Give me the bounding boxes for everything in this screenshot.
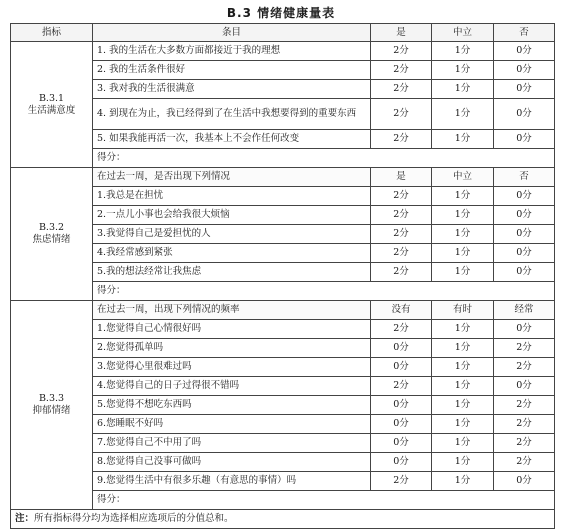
score-option-b: 1分 <box>432 358 494 377</box>
score-option-a: 0分 <box>371 396 432 415</box>
item-text: 3.我觉得自己是爱担忧的人 <box>93 225 371 244</box>
table-row <box>11 472 555 491</box>
score-option-b: 1分 <box>432 396 494 415</box>
score-option-c: 2分 <box>494 434 555 453</box>
score-label: 得分： <box>93 491 555 510</box>
table-row <box>11 320 555 339</box>
score-option-a: 2分 <box>371 244 432 263</box>
table-row <box>11 396 555 415</box>
subheader-option-b: 中立 <box>432 168 494 187</box>
table-row <box>11 358 555 377</box>
score-option-a: 2分 <box>371 472 432 491</box>
score-option-a: 2分 <box>371 187 432 206</box>
table-row <box>11 415 555 434</box>
score-option-c: 0分 <box>494 320 555 339</box>
score-option-a: 2分 <box>371 225 432 244</box>
score-label: 得分： <box>93 282 555 301</box>
score-option-b: 1分 <box>432 339 494 358</box>
score-option-b: 1分 <box>432 206 494 225</box>
score-option-a: 2分 <box>371 80 432 99</box>
score-option-a: 2分 <box>371 130 432 149</box>
table-row <box>11 42 555 61</box>
subheader-option-a: 是 <box>371 168 432 187</box>
table-row <box>11 61 555 80</box>
item-text: 1.您觉得自己心情很好吗 <box>93 320 371 339</box>
item-text: 8.您觉得自己没事可做吗 <box>93 453 371 472</box>
item-text: 2.一点儿小事也会给我很大烦恼 <box>93 206 371 225</box>
score-option-c: 0分 <box>494 80 555 99</box>
score-option-b: 1分 <box>432 225 494 244</box>
score-option-c: 2分 <box>494 415 555 434</box>
subheader-prompt: 在过去一周，是否出现下列情况 <box>93 168 371 187</box>
subheader-option-c: 经常 <box>494 301 555 320</box>
score-option-c: 0分 <box>494 130 555 149</box>
item-text: 9.您觉得生活中有很多乐趣（有意思的事情）吗 <box>93 472 371 491</box>
header-no: 否 <box>494 24 555 42</box>
item-text: 1. 我的生活在大多数方面都接近于我的理想 <box>93 42 371 61</box>
page-title: B.3 情绪健康量表 <box>226 6 336 20</box>
indicator-code: B.3.2 <box>38 222 65 233</box>
table-row <box>11 187 555 206</box>
item-text: 4. 到现在为止，我已经得到了在生活中我想要得到的重要东西 <box>93 99 371 130</box>
score-option-a: 2分 <box>371 206 432 225</box>
table-row <box>11 80 555 99</box>
score-option-c: 0分 <box>494 61 555 80</box>
score-option-b: 1分 <box>432 453 494 472</box>
subheader-option-c: 否 <box>494 168 555 187</box>
score-option-a: 0分 <box>371 415 432 434</box>
score-option-b: 1分 <box>432 320 494 339</box>
score-option-a: 2分 <box>371 263 432 282</box>
table-row <box>11 130 555 149</box>
table-row <box>11 377 555 396</box>
table-row <box>11 453 555 472</box>
item-text: 3. 我对我的生活很满意 <box>93 80 371 99</box>
header-neutral: 中立 <box>432 24 494 42</box>
table-row <box>11 244 555 263</box>
table-row <box>11 434 555 453</box>
score-option-b: 1分 <box>432 130 494 149</box>
header-yes: 是 <box>371 24 432 42</box>
indicator-name: 焦虑情绪 <box>32 234 71 245</box>
item-text: 7.您觉得自己不中用了吗 <box>93 434 371 453</box>
score-option-b: 1分 <box>432 377 494 396</box>
score-option-c: 2分 <box>494 396 555 415</box>
item-text: 1.我总是在担忧 <box>93 187 371 206</box>
table-row <box>11 339 555 358</box>
score-option-a: 0分 <box>371 339 432 358</box>
score-option-a: 2分 <box>371 377 432 396</box>
subheader-row <box>11 301 555 320</box>
score-option-c: 2分 <box>494 358 555 377</box>
score-option-c: 0分 <box>494 377 555 396</box>
score-option-a: 0分 <box>371 453 432 472</box>
score-row <box>11 282 555 301</box>
score-option-b: 1分 <box>432 61 494 80</box>
score-option-a: 2分 <box>371 99 432 130</box>
score-option-b: 1分 <box>432 42 494 61</box>
header-row <box>11 24 555 42</box>
table-row <box>11 225 555 244</box>
emotional-health-scale-table <box>10 23 555 529</box>
score-option-c: 0分 <box>494 42 555 61</box>
table-row <box>11 99 555 130</box>
item-text: 5.我的想法经常让我焦虑 <box>93 263 371 282</box>
item-text: 2. 我的生活条件很好 <box>93 61 371 80</box>
score-option-a: 2分 <box>371 320 432 339</box>
item-text: 5. 如果我能再活一次，我基本上不会作任何改变 <box>93 130 371 149</box>
score-option-a: 2分 <box>371 42 432 61</box>
note-label: 注： <box>15 513 35 524</box>
score-option-a: 0分 <box>371 358 432 377</box>
item-text: 4.我经常感到紧张 <box>93 244 371 263</box>
indicator-cell <box>11 301 93 510</box>
item-text: 5.您觉得不想吃东西吗 <box>93 396 371 415</box>
score-option-c: 0分 <box>494 206 555 225</box>
score-option-b: 1分 <box>432 99 494 130</box>
score-option-b: 1分 <box>432 472 494 491</box>
header-indicator: 指标 <box>11 24 93 42</box>
item-text: 3.您觉得心里很难过吗 <box>93 358 371 377</box>
score-option-b: 1分 <box>432 415 494 434</box>
score-row <box>11 491 555 510</box>
score-option-c: 2分 <box>494 453 555 472</box>
subheader-prompt: 在过去一周，出现下列情况的频率 <box>93 301 371 320</box>
subheader-option-a: 没有 <box>371 301 432 320</box>
note-text: 所有指标得分均为选择相应选项后的分值总和。 <box>34 513 234 524</box>
indicator-code: B.3.3 <box>38 393 65 404</box>
score-option-a: 0分 <box>371 434 432 453</box>
score-label: 得分： <box>93 149 555 168</box>
score-option-c: 0分 <box>494 225 555 244</box>
subheader-option-b: 有时 <box>432 301 494 320</box>
item-text: 4.您觉得自己的日子过得很不错吗 <box>93 377 371 396</box>
indicator-name: 生活满意度 <box>27 104 76 116</box>
indicator-cell <box>11 42 93 168</box>
score-option-b: 1分 <box>432 80 494 99</box>
score-option-b: 1分 <box>432 434 494 453</box>
score-option-c: 2分 <box>494 339 555 358</box>
indicator-cell <box>11 168 93 301</box>
note-row <box>11 510 555 529</box>
score-option-c: 0分 <box>494 244 555 263</box>
score-option-a: 2分 <box>371 61 432 80</box>
score-option-b: 1分 <box>432 263 494 282</box>
score-option-c: 0分 <box>494 99 555 130</box>
item-text: 6.您睡眠不好吗 <box>93 415 371 434</box>
header-item: 条目 <box>93 24 371 42</box>
score-option-b: 1分 <box>432 187 494 206</box>
score-option-c: 0分 <box>494 187 555 206</box>
table-row <box>11 263 555 282</box>
table-row <box>11 206 555 225</box>
score-option-c: 0分 <box>494 263 555 282</box>
indicator-code: B.3.1 <box>38 92 65 104</box>
score-option-b: 1分 <box>432 244 494 263</box>
indicator-name: 抑郁情绪 <box>32 405 71 416</box>
subheader-row <box>11 168 555 187</box>
score-row <box>11 149 555 168</box>
score-option-c: 0分 <box>494 472 555 491</box>
note-cell <box>11 510 555 529</box>
item-text: 2.您觉得孤单吗 <box>93 339 371 358</box>
